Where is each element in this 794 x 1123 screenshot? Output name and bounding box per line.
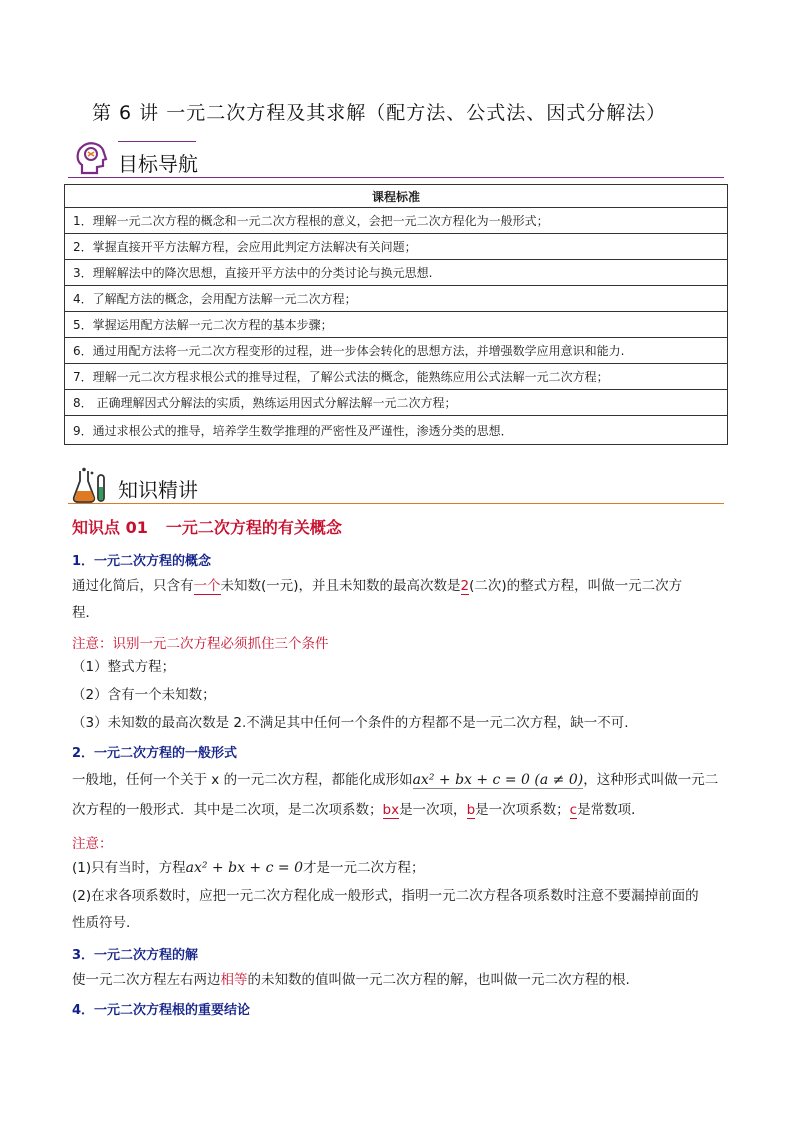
text: 才是一元二次方程； [302, 860, 425, 876]
table-row: 2．掌握直接开平方法解方程，会应用此判定方法解决有关问题； [65, 234, 728, 260]
header-bottom-rule [68, 503, 724, 504]
table-row: 8． 正确理解因式分解法的实质，熟练运用因式分解法解一元二次方程； [65, 390, 728, 416]
text: 一般地，任何一个关于 x 的一元二次方程，都能化成形如 [72, 772, 413, 788]
general-paragraph-cont [72, 797, 645, 824]
knowledge-point-name: 一元二次方程的有关概念 [165, 518, 342, 537]
heading-concept: 1．一元二次方程的概念 [72, 554, 212, 569]
section-title: 目标导航 [118, 152, 198, 176]
text: 是常数项． [577, 802, 645, 818]
highlight-text: 相等 [220, 972, 248, 988]
general-form-formula: ax² + bx + c = 0 (a ≠ 0) [412, 772, 584, 788]
course-standards-table [64, 184, 728, 445]
text: (1)只有当时，方程 [72, 860, 186, 876]
note-item [72, 855, 424, 882]
equation-formula: ax² + bx + c = 0 [185, 860, 303, 876]
table-row: 5．掌握运用配方法解一元二次方程的基本步骤； [65, 312, 728, 338]
text: 次方程的一般形式．其中是二次项，是二次项系数； [72, 802, 383, 818]
table-row: 7．理解一元二次方程求根公式的推导过程，了解公式法的概念，能熟练应用公式法解一元二次方程； [65, 364, 728, 390]
condition-item: （3）未知数的最高次数是 2.不满足其中任何一个条件的方程都不是一元二次方程，缺一不可. [72, 715, 629, 731]
highlight-text: 2 [460, 578, 470, 594]
head-brain-icon [72, 141, 110, 177]
text: 是一次项系数； [475, 802, 570, 818]
table-header: 课程标准 [65, 185, 728, 208]
header-bottom-rule [68, 177, 724, 178]
text: 使一元二次方程左右两边 [72, 972, 221, 988]
table-row: 3．理解解法中的降次思想，直接开平方法中的分类讨论与换元思想. [65, 260, 728, 286]
table-row: 1．理解一元二次方程的概念和一元二次方程根的意义，会把一元二次方程化为一般形式； [65, 208, 728, 234]
table-row: 4．了解配方法的概念，会用配方法解一元二次方程； [65, 286, 728, 312]
heading-general-form: 2．一元二次方程的一般形式 [72, 746, 238, 761]
concept-paragraph-cont: 程． [72, 605, 99, 621]
heading-conclusion: 4．一元二次方程根的重要结论 [72, 1003, 251, 1018]
general-paragraph [72, 767, 718, 794]
text: ，这种形式叫做一元二 [583, 772, 719, 788]
highlight-text: 一个 [193, 578, 221, 594]
note-conditions: 注意：识别一元二次方程必须抓住三个条件 [72, 636, 329, 652]
highlight-text: b [466, 802, 476, 818]
text: 的未知数的值叫做一元二次方程的解，也叫做一元二次方程的根. [247, 972, 630, 988]
text: 是一次项， [399, 802, 467, 818]
knowledge-point-title [72, 515, 342, 538]
section-title: 知识精讲 [118, 478, 198, 502]
text: 未知数(一元)，并且未知数的最高次数是 [220, 578, 461, 594]
lab-flask-icon [72, 467, 110, 503]
heading-solution: 3．一元二次方程的解 [72, 948, 199, 963]
note-label: 注意： [72, 836, 113, 852]
section-header-goals [68, 141, 724, 181]
text: (二次)的整式方程，叫做一元二次方 [469, 578, 683, 594]
table-row: 9．通过求根公式的推导，培养学生数学推理的严密性及严谨性，渗透分类的思想． [65, 416, 728, 445]
highlight-text: bx [382, 802, 400, 818]
condition-item: （2）含有一个未知数； [72, 687, 216, 703]
table-row: 6．通过用配方法将一元二次方程变形的过程，进一步体会转化的思想方法，并增强数学应用意识和能力. [65, 338, 728, 364]
highlight-text: c [569, 802, 578, 818]
text: 通过化简后，只含有 [72, 578, 194, 594]
condition-item: （1）整式方程； [72, 659, 176, 675]
concept-paragraph [72, 573, 682, 600]
solution-paragraph [72, 967, 630, 994]
knowledge-point-number: 知识点 01 [72, 518, 148, 537]
note-item: (2)在求各项系数时，应把一元二次方程化成一般形式，指明一元二次方程各项系数时注意不要漏掉前面的 [72, 888, 699, 904]
note-item-cont: 性质符号. [72, 915, 131, 931]
page-title: 第 6 讲 一元二次方程及其求解（配方法、公式法、因式分解法） [92, 102, 667, 124]
section-header-knowledge [68, 467, 724, 507]
header-top-rule [118, 141, 196, 142]
